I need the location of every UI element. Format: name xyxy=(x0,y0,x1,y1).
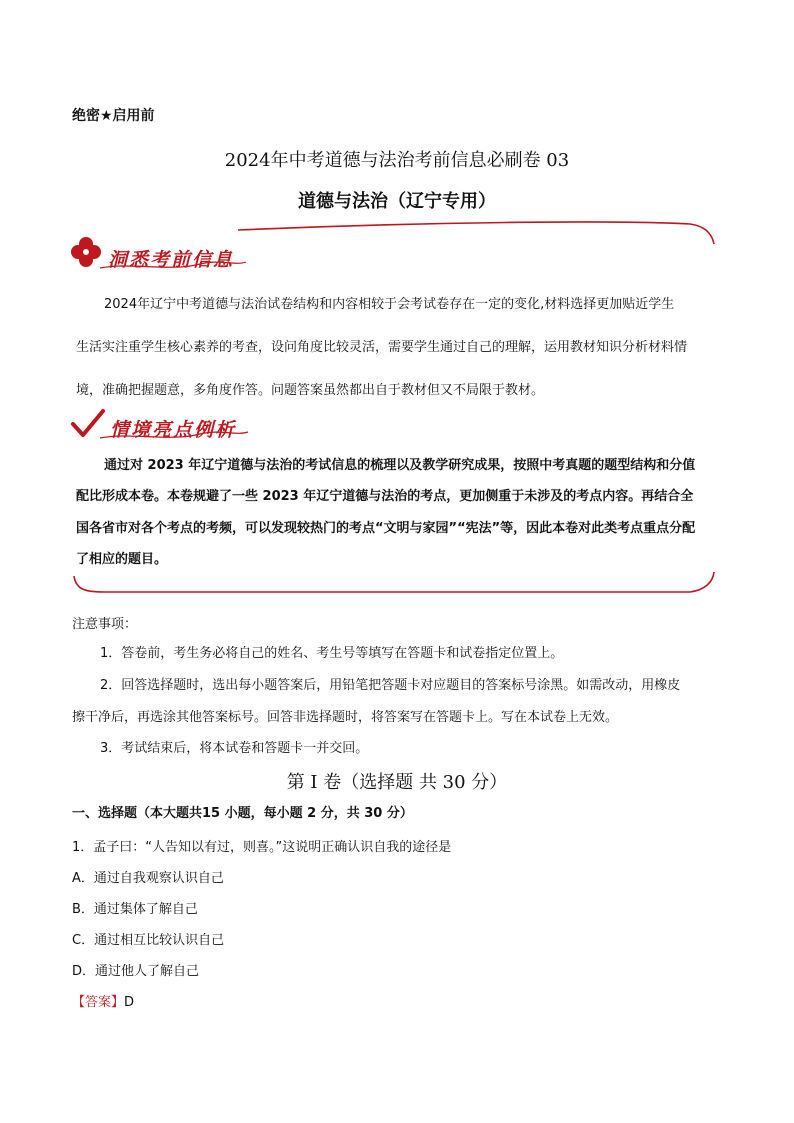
highlight-line-2: 配比形成本卷。本卷规避了一些 2023 年辽宁道德与法治的考点，更加侧重于未涉及的考点内容。再结合全 xyxy=(76,489,694,504)
highlight-line-3: 国各省市对各个考点的考频，可以发现较热门的考点“文明与家园”“宪法”等，因此本卷对此类考点重点分配 xyxy=(76,521,696,536)
answer xyxy=(72,991,134,1010)
page-title: 2024年中考道德与法治考前信息必刷卷 03 xyxy=(224,150,570,171)
notice-item-1: 1．答卷前，考生务必将自己的姓名、考生号等填写在答题卡和试卷指定位置上。 xyxy=(100,646,564,661)
four-petal-flower-icon xyxy=(70,236,102,268)
info-line-3: 境，准确把握题意，多角度作答。问题答案虽然都出自于教材但又不局限于教材。 xyxy=(76,383,545,398)
highlight-line-4: 了相应的题目。 xyxy=(76,552,168,567)
notice-item-2-cont: 擦干净后，再选涂其他答案标号。回答非选择题时，将答案写在答题卡上。写在本试卷上无效。 xyxy=(72,710,619,725)
section-title: 第 I 卷（选择题 共 30 分） xyxy=(286,772,508,793)
question-stem: 1．孟子曰：“人告知以有过，则喜。”这说明正确认识自我的途径是 xyxy=(72,840,452,855)
info-line-1: 2024年辽宁中考道德与法治试卷结构和内容相较于会考试卷存在一定的变化,材料选择更加贴近学生 xyxy=(104,297,675,312)
option-a: A．通过自我观察认识自己 xyxy=(72,871,224,886)
banner-highlights: 情境亮点例析 xyxy=(110,419,237,441)
option-b: B．通过集体了解自己 xyxy=(72,902,198,917)
notice-item-3: 3．考试结束后，将本试卷和答题卡一并交回。 xyxy=(100,741,369,756)
option-c: C．通过相互比较认识自己 xyxy=(72,933,225,948)
notice-item-2: 2．回答选择题时，选出每小题答案后，用铅笔把答题卡对应题目的答案标号涂黑。如需改动，用橡皮 xyxy=(100,678,681,693)
secret-label: 绝密★启用前 xyxy=(72,108,155,124)
checkmark-icon xyxy=(70,408,106,440)
part-heading: 一、选择题（本大题共15 小题，每小题 2 分，共 30 分） xyxy=(72,806,413,821)
answer-label: 【答案】 xyxy=(72,995,125,1010)
answer-value: D xyxy=(124,995,135,1010)
page-subtitle: 道德与法治（辽宁专用） xyxy=(298,191,496,212)
notice-heading: 注意事项： xyxy=(72,617,138,632)
option-d: D．通过他人了解自己 xyxy=(72,964,200,979)
banner-exam-info: 洞悉考前信息 xyxy=(108,249,235,271)
highlight-line-1: 通过对 2023 年辽宁道德与法治的考试信息的梳理以及教学研究成果，按照中考真题的题型结构和分值 xyxy=(104,458,696,473)
info-line-2: 生活实注重学生核心素养的考查，设问角度比较灵活，需要学生通过自己的理解，运用教材知识分析材料情 xyxy=(76,340,688,355)
